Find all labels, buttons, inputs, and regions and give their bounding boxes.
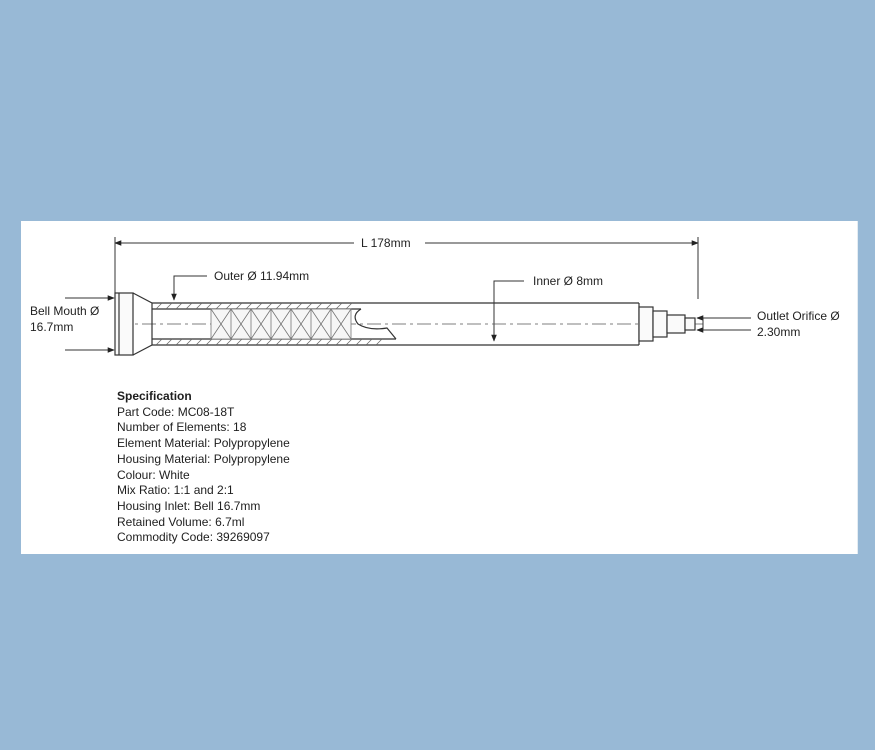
spec-number-of-elements: Number of Elements: 18 [117, 420, 247, 435]
outlet-orifice-value: 2.30mm [757, 325, 801, 339]
specification-title: Specification [117, 389, 192, 403]
spec-housing-inlet: Housing Inlet: Bell 16.7mm [117, 498, 261, 513]
spec-retained-volume: Retained Volume: 6.7ml [117, 514, 245, 529]
outlet-orifice-dimension [697, 309, 840, 339]
bell-mouth-label: Bell Mouth Ø [30, 304, 100, 318]
spec-mix-ratio: Mix Ratio: 1:1 and 2:1 [117, 483, 234, 498]
bell-mouth-dimension [30, 298, 114, 350]
mixer-body [115, 293, 703, 355]
mixing-elements [211, 309, 351, 339]
outer-diameter-callout [174, 269, 309, 300]
outer-diameter-label: Outer Ø 11.94mm [214, 269, 310, 283]
inner-diameter-label: Inner Ø 8mm [533, 274, 604, 288]
spec-colour: Colour: White [117, 467, 190, 482]
spec-commodity-code: Commodity Code: 39269097 [117, 530, 270, 545]
outlet-orifice-label: Outlet Orifice Ø [757, 309, 840, 323]
inner-diameter-callout [494, 274, 603, 341]
length-dimension [115, 236, 698, 299]
spec-part-code: Part Code: MC08-18T [117, 404, 235, 419]
specification-block [117, 389, 290, 546]
drawing-card [21, 221, 858, 554]
bell-mouth-value: 16.7mm [30, 320, 74, 334]
spec-element-material: Element Material: Polypropylene [117, 436, 290, 451]
spec-housing-material: Housing Material: Polypropylene [117, 451, 290, 466]
length-label: L 178mm [361, 236, 411, 250]
